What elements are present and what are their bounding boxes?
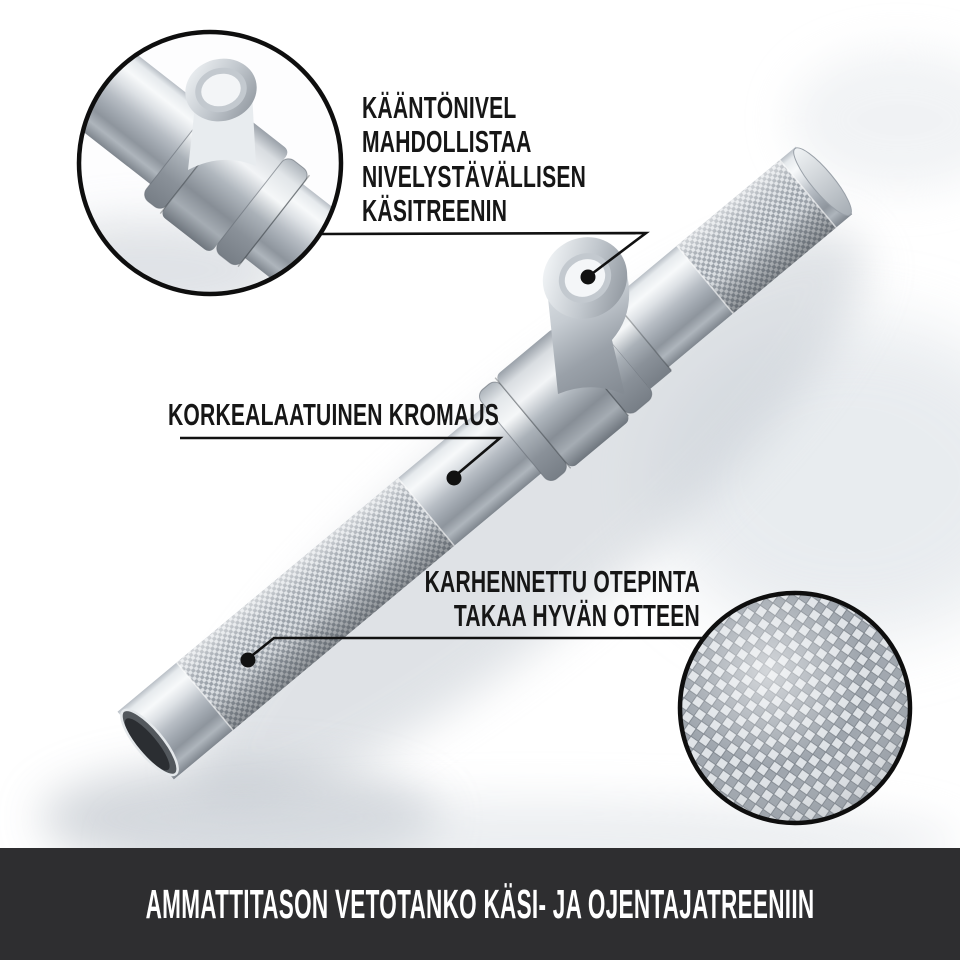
- dot-swivel: [581, 270, 596, 285]
- callout-line: KÄÄNTÖNIVEL: [362, 90, 517, 125]
- dot-chrome: [447, 471, 462, 486]
- inset-knurl-closeup: [680, 593, 910, 823]
- callout-swivel-text: [362, 91, 586, 229]
- dot-grip: [241, 653, 256, 668]
- callout-line: NIVELYSTÄVÄLLISEN: [362, 158, 587, 194]
- bottom-banner: [0, 848, 960, 960]
- callout-line: MAHDOLLISTAA: [362, 124, 532, 160]
- callout-chrome-text: [168, 398, 499, 432]
- banner-text: AMMATTITASON VETOTANKO KÄSI- JA OJENTAJATREENIIN: [145, 880, 815, 927]
- callout-line: TAKAA HYVÄN OTTEEN: [453, 598, 700, 634]
- callout-line: KÄSITREENIN: [362, 193, 508, 229]
- callout-line: KORKEALAATUINEN KROMAUS: [168, 397, 500, 432]
- callout-grip-text: [425, 565, 700, 634]
- inset-swivel-closeup: [0, 0, 411, 349]
- callout-line: KARHENNETTU OTEPINTA: [424, 564, 700, 599]
